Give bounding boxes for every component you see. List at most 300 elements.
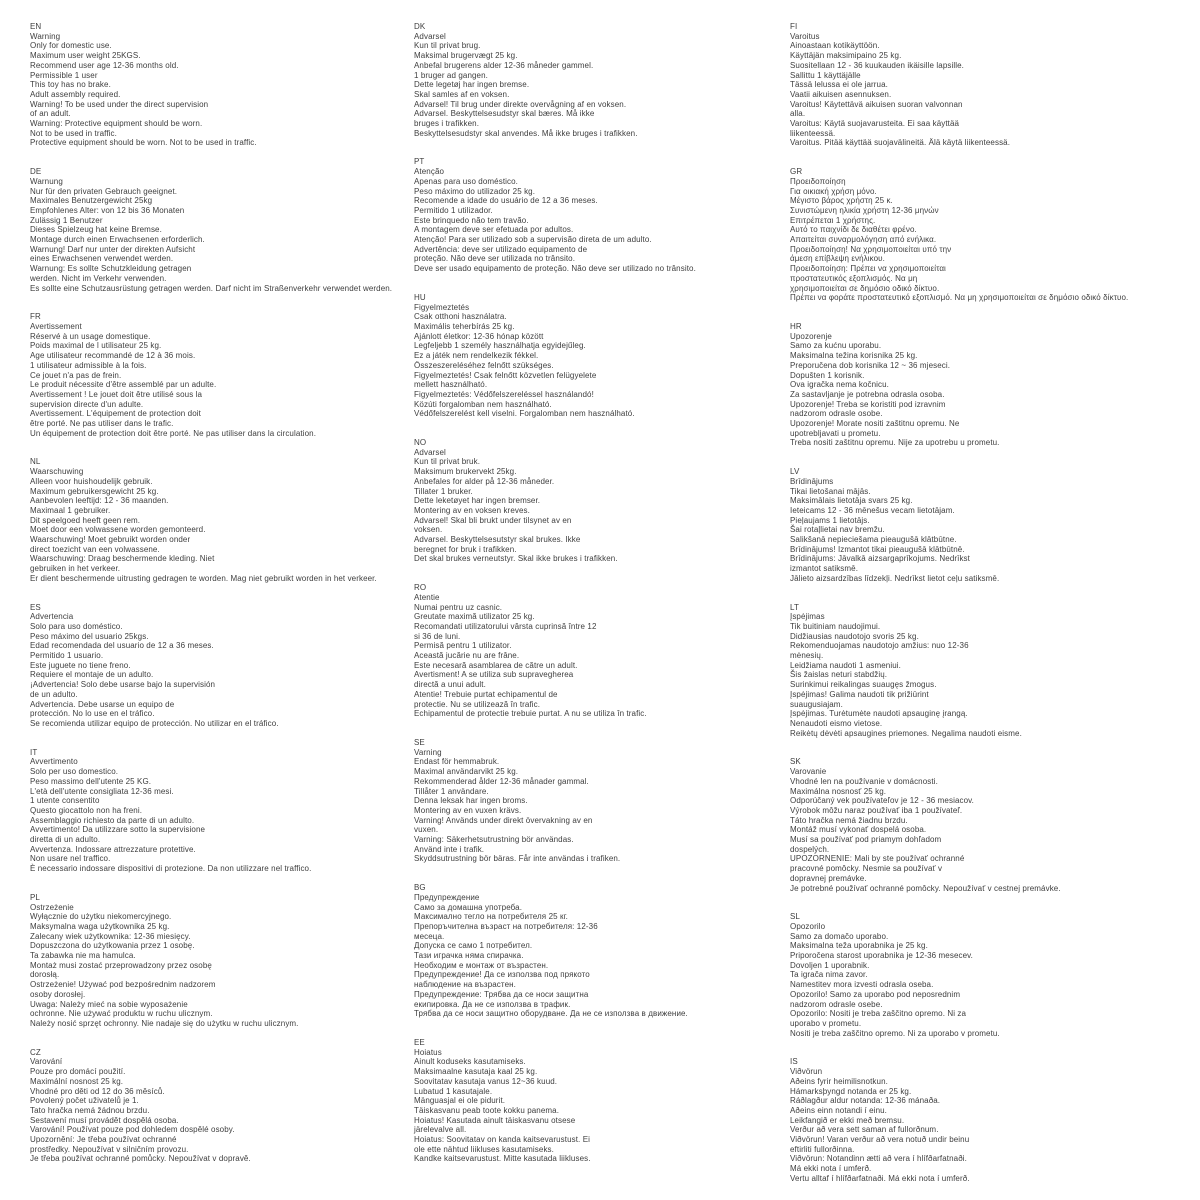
language-code: SE [414,738,425,747]
text-line: suaugusiajam. [790,699,843,709]
text-line: Figyelmeztetés: Védőfelszereléssel használandó! [414,389,594,399]
text-line: Requiere el montaje de un adulto. [30,670,154,680]
text-line: Advarsel. Beskyttelsesudstyr skal bæres. Må ikke [414,109,595,119]
text-line: Maksimalna težina korisnika 25 kg. [790,351,918,361]
language-code: SK [790,757,801,767]
text-line: Warnung: Es sollte Schutzkleidung getragen [30,264,192,274]
text-line: χρησιμοποιείται σε δημόσιο οδικό δίκτυο. [790,283,940,293]
language-section-nl [30,457,386,583]
text-line: Ostrzeżenie! Używać pod bezpośrednim nadzorem [30,980,216,990]
text-line: Tillater 1 bruker. [414,486,473,496]
text-line: Varovanie [790,767,827,777]
language-section-hu [414,293,746,419]
text-line: pracovné pomôcky. Nesmie sa používať v [790,864,943,874]
text-line: Maksymalna waga użytkownika 25 kg. [30,921,170,931]
text-line: Допуска се само 1 потребител. [414,941,533,951]
text-line: directă a unui adult. [414,680,486,690]
text-line: Nositi je treba zaščitno opremo. Ni za uporabo v prometu. [790,1028,1000,1038]
text-line: Soovitatav kasutaja vanus 12~36 kuud. [414,1076,558,1086]
text-line: Adult assembly required. [30,89,121,99]
text-line: Montaż musi zostać przeprowadzony przez osobę [30,960,212,970]
text-line: Atenção [414,167,445,177]
text-line: месеца. [414,931,445,941]
text-line: Dieses Spielzeug hat keine Bremse. [30,225,162,235]
language-code: LT [790,602,799,612]
text-line: Montage durch einen Erwachsenen erforderlich. [30,235,205,245]
text-line: L'età dell'utente consigliata 12-36 mesi. [30,786,174,796]
text-line: Non usare nel traffico. [30,854,111,864]
text-line: Este necesară asamblarea de către un adult. [414,660,578,670]
text-line: Advarsel. Beskyttelsesutstyr skal brukes. Ikke [414,535,581,545]
text-line: Közúti forgalomban nem használható. [414,399,552,409]
text-line: Je třeba používat ochranné pomůcky. Nepoužívat v dopravě. [30,1154,251,1164]
text-line: Anbefal brugerens alder 12-36 måneder gammel. [414,60,594,70]
text-line: ¡Advertencia! Solo debe usarse bajo la supervisión [30,680,216,690]
text-line: Dit speelgoed heeft geen rem. [30,515,141,525]
text-line: liikenteessä. [790,128,836,138]
text-line: proteção. Não deve ser utilizada no trânsito. [414,254,576,264]
text-line: Vaatii aikuisen asennuksen. [790,89,892,99]
text-line: Για οικιακή χρήση μόνο. [790,186,877,196]
text-line: Avvertimento [30,757,78,767]
text-line: Įspėjimas! Galima naudoti tik prižiūrint [790,689,929,699]
text-line: Mänguasjal ei ole pidurit. [414,1096,506,1106]
text-line: eftirliti fullorðinna. [790,1144,855,1154]
language-code: HR [790,321,802,331]
text-line: Peso máximo del usuario 25kgs. [30,631,149,641]
text-line: Brīdinājums [790,476,834,486]
text-line: Összeszereléséhez felnőtt szükséges. [414,360,554,370]
text-line: Aanbevolen leeftijd: 12 - 36 maanden. [30,496,169,506]
text-line: Varoitus: Käytä suojavarusteita. Ei saa käyttää [790,119,960,129]
language-code: HU [414,292,426,302]
text-line: Tillåter 1 användare. [414,786,489,796]
text-line: voksen. [414,525,443,535]
text-line: järelevalve all. [414,1125,467,1135]
text-line: Varoitus. Pitää käyttää suojavälineitä. Älä käytä liikenteessä. [790,138,1011,148]
language-code: CZ [30,1047,41,1057]
text-line: osoby dorosłej. [30,989,86,999]
text-line: Only for domestic use. [30,41,112,51]
text-line: Įspėjimas. Turėtumėte naudoti apsauginę įrangą. [790,709,968,719]
language-section-de [30,167,393,293]
language-section-ee [414,1038,746,1164]
text-line: Ráðlagður aldur notanda: 12-36 mánaða. [790,1096,941,1106]
text-line: Vhodné len na používanie v domácnosti. [790,776,938,786]
text-line: екипировка. Да не се използва в трафик. [414,999,571,1009]
text-line: Er dient beschermende uitrusting gedragen te worden. Mag niet gebruikt worden in het verkeer. [30,573,377,583]
text-line: ochronne. Nie używać produktu w ruchu ulicznym. [30,1009,213,1019]
text-line: Jālieto aizsardzības līdzekļi. Nedrīkst lietot ceļu satiksmē. [790,573,1000,583]
text-line: 1 utente consentito [30,796,100,806]
language-code: LV [790,467,800,477]
text-line: Solo per uso domestico. [30,767,119,777]
text-line: Viðvörun: Notandinn ætti að vera í hlífðarfatnaði. [790,1154,967,1164]
text-line: protectie. Nu se utilizează în trafic. [414,699,541,709]
text-line: Permitido 1 utilizador. [414,205,493,215]
text-line: Recomandati utilizatorului vârsta cuprinsă între 12 [414,621,597,631]
text-line: Questo giocattolo non ha freni. [30,805,143,815]
text-line: Предупреждение! Да се използва под прякото [414,970,590,980]
language-section-lv [790,467,1124,583]
text-line: Povolený počet uživatelů je 1. [30,1096,139,1106]
text-line: Varning: Säkerhetsutrustning bör användas. [414,835,574,845]
text-line: upotrebljavati u prometu. [790,428,881,438]
language-code: GR [790,167,803,177]
text-line: наблюдение на възрастен. [414,980,516,990]
language-section-cz [30,1048,386,1164]
language-code: NL [30,457,41,467]
text-line: Maximális teherbírás 25 kg. [414,321,515,331]
text-line: Aðeins fyrir heimilisnotkun. [790,1076,888,1086]
language-code: DE [30,167,42,177]
text-line: mėnesių. [790,651,824,661]
language-section-en [30,22,386,148]
text-line: Táto hračka nemá žiadnu brzdu. [790,815,908,825]
text-line: Käyttäjän maksimipaino 25 kg. [790,51,902,61]
text-line: Tikai lietošanai mājās. [790,486,871,496]
text-line: Προειδοποίηση! Να χρησιμοποιείται υπό την [790,244,952,254]
text-line: Treba nositi zaštitnu opremu. Nije za upotrebu u prometu. [790,438,1000,448]
text-line: Deve ser usado equipamento de proteção. Não deve ser utilizado no trânsito. [414,264,696,274]
text-line: 1 utilisateur admissible à la fois. [30,360,147,370]
text-line: Solo para uso doméstico. [30,621,123,631]
text-line: Montering av en vuxen krävs. [414,805,522,815]
text-line: Advarsel! Skal bli brukt under tilsynet av en [414,515,572,525]
text-line: Maksimum brukervekt 25kg. [414,467,517,477]
text-line: alla. [790,109,806,119]
text-line: Zalecany wiek użytkownika: 12-36 miesięcy. [30,931,191,941]
text-line: Alleen voor huishoudelijk gebruik. [30,476,153,486]
text-line: Hoiatus [414,1047,442,1057]
language-section-is [790,1057,1124,1183]
text-line: Varning! Används under direkt övervakning av en [414,815,593,825]
text-line: Le produit nécessite d'être assemblé par un adulte. [30,380,217,390]
text-line: Ta zabawka nie ma hamulca. [30,951,136,961]
text-line: vuxen. [414,825,439,835]
language-section-no [414,438,746,564]
text-line: This toy has no brake. [30,80,111,90]
language-code: RO [414,583,427,593]
language-code: IT [30,747,38,757]
text-line: Upozornění: Je třeba používat ochranné [30,1135,177,1145]
text-line: Avertissement ! Le jouet doit être utilisé sous la [30,389,203,399]
text-line: Maksimalna teža uporabnika je 25 kg. [790,941,928,951]
text-line: dospelých. [790,844,830,854]
text-line: dorosłą. [30,970,60,980]
text-line: Maksimālais lietotāja svars 25 kg. [790,496,913,506]
text-line: protección. No lo use en el tráfico. [30,709,155,719]
text-line: Védőfelszerelést kell viselni. Forgalomban nem használható. [414,409,635,419]
text-line: Má ekki nota í umferð. [790,1164,872,1174]
text-line: Vertu alltaf í hlífðarfatnaði. Má ekki nota í umferð. [790,1173,970,1183]
text-line: Odporúčaný vek používateľov je 12 - 36 mesiacov. [790,796,974,806]
language-code: FI [790,22,798,31]
language-section-fr [30,312,386,438]
text-line: Not to be used in traffic. [30,128,117,138]
text-line: Warning! To be used under the direct supervision [30,99,209,109]
text-line: Upozorenje! Treba se koristiti pod izravnim [790,399,946,409]
text-line: Προειδοποίηση [790,176,846,186]
text-line: Samo za kućnu uporabu. [790,341,882,351]
text-line: Warning: Protective equipment should be worn. [30,119,203,129]
text-line: Figyelmeztetés! Csak felnőtt közvetlen felügyelete [414,370,597,380]
text-line: Įspėjimas [790,612,825,622]
text-line: Waarschuwing! Moet gebruikt worden onder [30,535,191,545]
text-line: Μέγιστο βάρος χρήστη 25 κ. [790,196,893,206]
text-line: Maksimal brugervægt 25 kg. [414,51,518,61]
text-line: diretta di un adulto. [30,835,101,845]
text-line: Vhodné pro děti od 12 do 36 měsíců. [30,1086,165,1096]
text-line: Recomende a idade do usuário de 12 a 36 meses. [414,196,598,206]
text-line: Namestitev mora izvesti odrasla oseba. [790,980,934,990]
text-line: ole ette nähtud liikluses kasutamiseks. [414,1144,554,1154]
text-line: Varoitus [790,31,820,41]
text-line: Ta igrača nima zavor. [790,970,868,980]
text-line: Se recomienda utilizar equipo de protección. No utilizar en el tráfico. [30,719,279,728]
text-line: mellett használható. [414,380,488,390]
text-line: Varování! Používat pouze pod dohledem dospělé osoby. [30,1125,235,1135]
text-line: Warnung [30,176,63,186]
text-line: Advertencia [30,612,74,622]
text-line: Waarschuwing [30,467,84,477]
text-line: Rekommenderad ålder 12-36 månader gammal. [414,776,589,786]
text-line: Această jucărie nu are frâne. [414,651,520,661]
text-line: Tässä lelussa ei ole jarrua. [790,80,888,90]
text-line: Тази играчка няма спирачка. [414,951,524,961]
column-2 [414,22,746,1183]
text-line: Endast för hemmabruk. [414,757,500,767]
text-line: Montáž musí vykonať dospelá osoba. [790,825,927,835]
text-line: Επιτρέπεται 1 χρήστης. [790,215,876,225]
text-line: Avertissement [30,321,82,331]
text-line: Réservé à un usage domestique. [30,331,151,341]
language-section-dk [414,22,746,138]
text-line: Ainoastaan kotikäyttöön. [790,41,880,51]
text-line: bruges i trafikken. [414,119,480,129]
text-line: Waarschuwing: Draag beschermende kleding. Niet [30,554,215,564]
text-line: Само за домашна употреба. [414,902,523,912]
text-line: Un équipement de protection doit être porté. Ne pas utiliser dans la circulation. [30,428,317,438]
text-line: Leikfangið er ekki með bremsu. [790,1115,905,1125]
language-section-lt [790,603,1124,739]
text-line: Moet door een volwassene worden gemonteerd. [30,525,206,535]
text-line: Atentie! Trebuie purtat echipamentul de [414,689,558,699]
text-line: Peso massimo dell'utente 25 KG. [30,776,152,786]
column-1 [30,22,393,1183]
text-line: Advarsel! Til brug under direkte overvågning af en voksen. [414,99,627,109]
text-line: Šai rotaļlietai nav bremžu. [790,525,885,535]
text-line: Dovoljen 1 uporabnik. [790,960,870,970]
text-line: Avertissement. L'équipement de protection doit [30,409,201,419]
text-line: beregnet for bruk i trafikken. [414,544,517,554]
language-code: PL [30,892,40,902]
text-line: Numai pentru uz casnic. [414,602,503,612]
text-line: Wyłącznie do użytku niekomercyjnego. [30,912,172,922]
text-line: Skyddsutrustning bör bäras. Får inte användas i trafiken. [414,854,621,864]
text-line: Sallittu 1 käyttäjälle [790,70,861,80]
text-line: Avertisment! A se utiliza sub supravegherea [414,670,574,680]
text-line: Warnung! Darf nur unter der direkten Aufsicht [30,244,196,254]
text-line: Warning [30,31,61,41]
text-line: Brīdinājums! Izmantot tikai pieaugušā klātbūtnē. [790,544,965,554]
text-line: Максимално тегло на потребителя 25 кг. [414,912,568,922]
language-code: PT [414,157,425,167]
text-line: Priporočena starost uporabnika je 12-36 mesecev. [790,951,973,961]
text-line: Reikėtų dėvėti apsaugines priemones. Negalima naudoti eisme. [790,728,1022,738]
text-line: Uwaga: Należy mieć na sobie wyposażenie [30,999,188,1009]
text-line: Avvertimento! Da utilizzare sotto la supervisione [30,825,206,835]
text-line: Varování [30,1057,63,1067]
language-section-fi [790,22,1124,148]
text-line: Maximum user weight 25KGS. [30,51,141,61]
text-line: Ova igračka nema kočnicu. [790,380,889,390]
text-line: Трябва да се носи защитно оборудване. Да не се използва в движение. [414,1009,688,1019]
text-line: Advarsel [414,447,446,457]
text-line: Maximálna nosnosť 25 kg. [790,786,887,796]
text-line: nadzorom odrasle osebe. [790,999,883,1009]
text-line: Αυτό το παιχνίδι δε διαθέτει φρένο. [790,225,917,235]
text-line: Age utilisateur recommandé de 12 à 36 mois. [30,351,196,361]
text-line: Använd inte i trafik. [414,844,485,854]
text-line: Skal samles af en voksen. [414,89,510,99]
text-line: Leidžiama naudoti 1 asmeniui. [790,660,901,670]
text-line: È necessario indossare dispositivi di protezione. Da non utilizzare nel traffico. [30,864,312,874]
text-line: Empfohlenes Alter: von 12 bis 36 Monaten [30,205,185,215]
language-code: DK [414,22,426,31]
text-line: Kandke kaitsevarustust. Mitte kasutada liikluses. [414,1154,591,1164]
language-code: BG [414,883,426,893]
language-code: FR [30,312,41,322]
language-section-se [414,738,746,864]
text-line: άμεση επίβλεψη ενήλικου. [790,254,885,264]
text-line: être porté. Ne pas utiliser dans le trafic. [30,419,174,429]
text-line: Výrobok môžu naraz používať iba 1 používateľ. [790,805,963,815]
text-line: Peso máximo do utilizador 25 kg. [414,186,536,196]
text-line: izmantot satiksmē. [790,564,859,574]
text-line: Należy nosić sprzęt ochronny. Nie nadaje się do użytku w ruchu ulicznym. [30,1018,299,1028]
language-section-pt [414,157,746,273]
text-line: Hoiatus: Soovitatav on kanda kaitsevarustust. Ei [414,1135,591,1145]
text-line: Maximales Benutzergewicht 25kg [30,196,153,206]
text-line: Permissible 1 user [30,70,98,80]
text-line: Este brinquedo não tem travão. [414,215,529,225]
text-line: prostředky. Nepoužívat v silničním provozu. [30,1144,189,1154]
language-section-sk [790,757,1124,893]
text-line: Opozorilo [790,921,826,931]
language-section-it [30,748,386,874]
text-line: si 36 de luni. [414,631,461,641]
text-line: UPOZORNENIE: Mali by ste používať ochranné [790,854,965,864]
text-line: of an adult. [30,109,71,119]
text-line: de un adulto. [30,689,78,699]
text-line: Preporučena dob korisnika 12 ~ 36 mjeseci. [790,360,951,370]
text-line: Surinkimui reikalingas suaugęs žmogus. [790,680,937,690]
text-line: Предупреждение: Трябва да се носи защитна [414,989,589,999]
language-code: ES [30,602,41,612]
text-line: Hoiatus! Kasutada ainult täiskasvanu otsese [414,1115,576,1125]
text-line: Recommend user age 12-36 months old. [30,60,179,70]
text-line: Sestavení musí provádět dospělá osoba. [30,1115,179,1125]
language-section-pl [30,893,386,1029]
text-line: Kun til privat brug. [414,41,481,51]
text-line: Pieļaujams 1 lietotājs. [790,515,870,525]
text-line: uporabo v prometu. [790,1018,862,1028]
text-line: Απαιτείται συναρμολόγηση από ενήλικα. [790,235,937,245]
text-line: Aðeins einn notandi í einu. [790,1105,887,1115]
text-line: Upozorenje! Morate nositi zaštitnu opremu. Ne [790,419,960,429]
text-line: Advarsel [414,31,446,41]
text-line: Nenaudoti eismo vietose. [790,719,883,728]
text-line: Tik buitiniam naudojimui. [790,621,881,631]
text-line: dopravnej premávke. [790,873,867,883]
text-line: Je potrebné používať ochranné pomôcky. Nepoužívať v cestnej premávke. [790,883,1061,893]
text-line: Det skal brukes verneutstyr. Skal ikke brukes i trafikken. [414,554,618,564]
text-line: Brīdinājums: Jāvalkā aizsargaprīkojums. Nedrīkst [790,554,970,564]
text-line: Permitido 1 usuario. [30,651,104,661]
text-line: direct toezicht van een volwassene. [30,544,160,554]
text-line: Advertência: deve ser utilizado equipamento de [414,244,588,254]
text-line: Atentie [414,592,440,602]
language-code: IS [790,1057,798,1067]
text-line: Salikšanā nepieciešama pieaugušā klātbūtne. [790,535,957,545]
text-line: Varoitus! Käytettävä aikuisen suoran valvonnan [790,99,963,109]
text-line: supervision directe d'un adulte. [30,399,144,409]
text-line: Opozorilo! Samo za uporabo pod neposrednim [790,989,961,999]
text-line: Varning [414,747,442,757]
language-code: NO [414,438,427,448]
text-line: Maximum gebruikersgewicht 25 kg. [30,486,159,496]
text-line: Συνιστώμενη ηλικία χρήστη 12-36 μηνών [790,205,939,215]
language-section-bg [414,883,746,1019]
text-line: eines Erwachsenen verwendet werden. [30,254,174,264]
text-line: Dopuszczona do użytkowania przez 1 osobę. [30,941,195,951]
text-line: Hámarksþyngd notanda er 25 kg. [790,1086,912,1096]
language-code: EE [414,1037,425,1047]
language-code: EN [30,22,42,31]
text-line: Montering av en voksen kreves. [414,505,530,515]
text-line: Tato hračka nemá žádnou brzdu. [30,1105,150,1115]
text-line: Dette legetøj har ingen bremse. [414,80,530,90]
text-line: Πρέπει να φοράτε προστατευτικό εξοπλισμό. Να μη χρησιμοποιείται σε δημόσιο οδικό δίκτυο. [790,293,1129,303]
text-line: Opozorilo: Nositi je treba zaščitno opremo. Ni za [790,1009,967,1019]
text-line: A montagem deve ser efetuada por adultos. [414,225,574,235]
text-line: Täiskasvanu peab toote kokku panema. [414,1105,560,1115]
text-line: Šis žaislas neturi stabdžių. [790,670,888,680]
text-line: Protective equipment should be worn. Not to be used in traffic. [30,138,257,148]
text-line: Echipamentul de protectie trebuie purtat. A nu se utiliza în trafic. [414,709,647,719]
text-line: Apenas para uso doméstico. [414,176,518,186]
text-line: Anbefales for alder på 12-36 måneder. [414,476,555,486]
text-line: Avvertenza. Indossare attrezzature protettive. [30,844,196,854]
text-line: Maksimaalne kasutaja kaal 25 kg. [414,1067,538,1077]
text-line: Zulässig 1 Benutzer [30,215,103,225]
column-3 [790,22,1129,1200]
text-line: Permisă pentru 1 utilizator. [414,641,512,651]
text-line: Ieteicams 12 - 36 mēnešus vecam lietotājam. [790,505,955,515]
text-line: Denna leksak har ingen broms. [414,796,528,806]
text-line: Beskyttelsesudstyr skal anvendes. Må ikke bruges i trafikken. [414,128,638,138]
text-line: Προειδοποίηση: Πρέπει να χρησιμοποιείται [790,264,946,274]
language-section-gr [790,167,1129,303]
text-line: προστατευτικός εξοπλισμός. Να μη [790,273,918,283]
text-line: Edad recomendada del usuario de 12 a 36 meses. [30,641,214,651]
text-line: Maximální nosnost 25 kg. [30,1076,124,1086]
text-line: Didžiausias naudotojo svoris 25 kg. [790,631,919,641]
text-line: Figyelmeztetés [414,302,470,312]
text-line: Za sastavljanje je potrebna odrasla osoba. [790,389,945,399]
text-line: Ez a játék nem rendelkezik fékkel. [414,351,539,361]
